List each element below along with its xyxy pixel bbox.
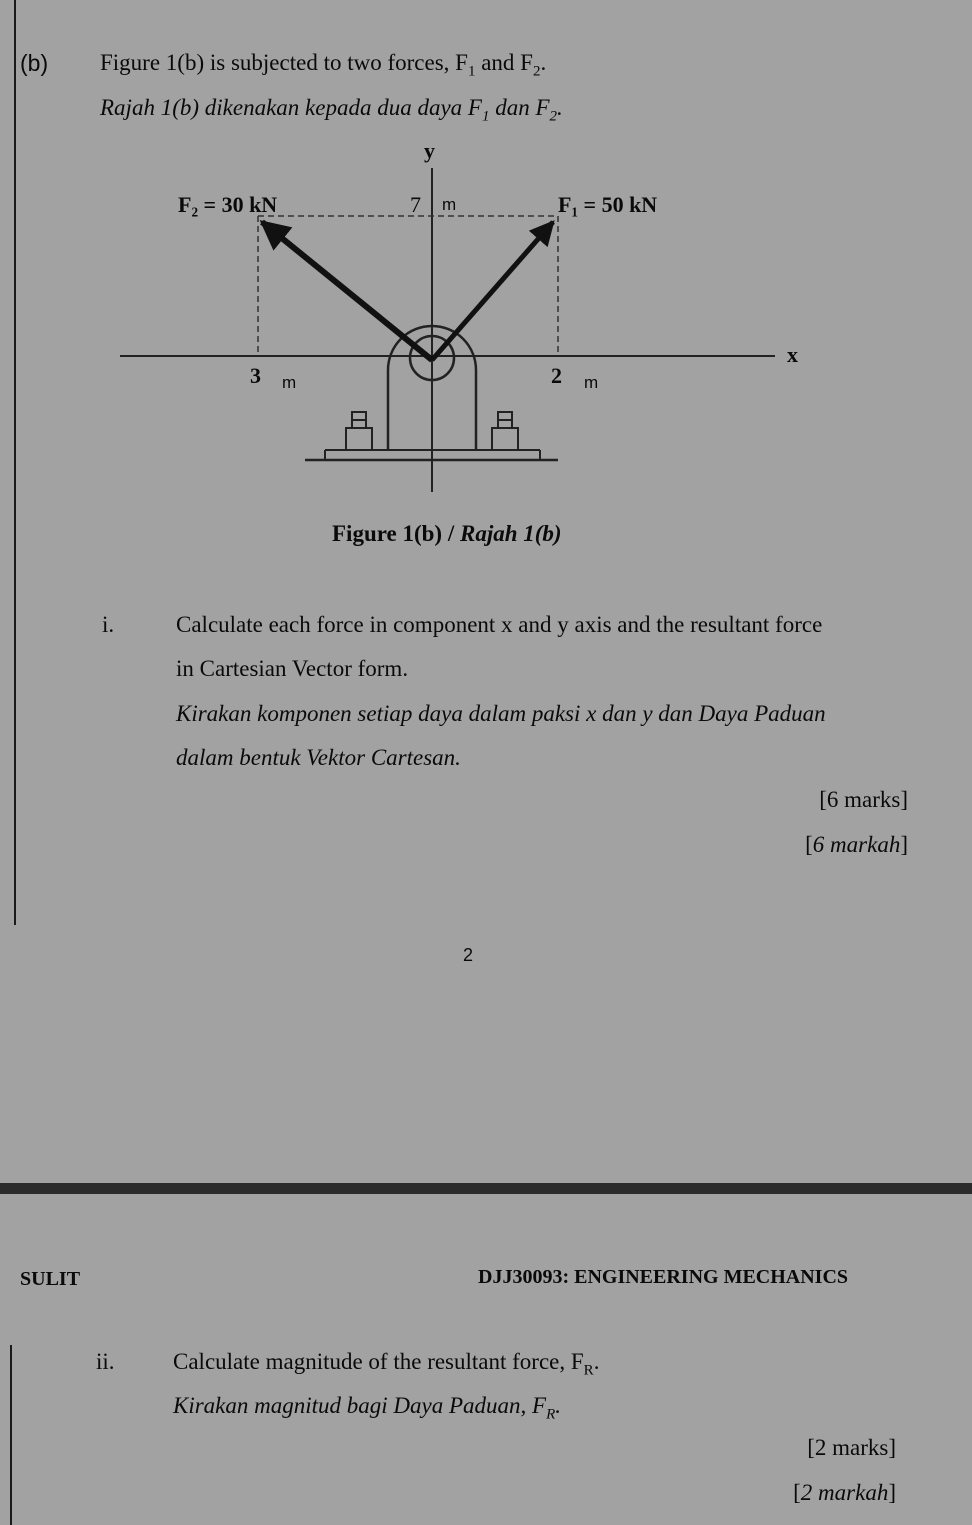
figure-caption: Figure 1(b) / Rajah 1(b)	[332, 521, 562, 546]
dimension-2: 2	[551, 363, 562, 388]
dimension-3: 3	[250, 363, 261, 388]
header-sulit: SULIT	[20, 1268, 81, 1290]
question-ii-marks: [2 marks]	[807, 1435, 896, 1460]
page-number: 2	[463, 945, 474, 965]
force-f2-label: F₂ = 30 kN	[178, 192, 278, 217]
left-margin-line-bottom	[10, 1345, 12, 1525]
question-i-marks: [6 marks]	[819, 787, 908, 812]
dimension-7-unit: m	[442, 195, 457, 214]
question-ii-markah: [2 markah]	[793, 1480, 896, 1505]
question-ii-number: ii.	[96, 1349, 115, 1374]
figure-1b	[0, 0, 972, 510]
header-course: DJJ30093: ENGINEERING MECHANICS	[478, 1266, 849, 1288]
question-ii-english: Calculate magnitude of the resultant force, $F_R$.	[173, 1349, 600, 1379]
question-i-malay-line1: Kirakan komponen setiap daya dalam paksi x dan y dan Daya Paduan	[176, 701, 826, 726]
y-axis-label: y	[424, 138, 435, 163]
right-bolt	[492, 412, 518, 450]
intro-english: Figure 1(b) is subjected to two forces, $F_1$ and $F_2$.	[100, 50, 547, 80]
question-i-markah: [6 markah]	[805, 832, 908, 857]
dimension-7: 7	[410, 192, 421, 217]
question-i-english-line2: in Cartesian Vector form.	[176, 656, 409, 681]
question-i-english-line1: Calculate each force in component x and y axis and the resultant force	[176, 612, 823, 637]
question-i-number: i.	[102, 612, 115, 637]
intro-malay: Rajah 1(b) dikenakan kepada dua daya $F_1$ dan $F_2$.	[100, 95, 563, 125]
page-divider	[0, 1183, 972, 1194]
force-f1-label: F₁ = 50 kN	[558, 192, 658, 217]
dimension-2-unit: m	[584, 373, 599, 392]
question-ii-malay: Kirakan magnitud bagi Daya Paduan, $F_R$.	[173, 1393, 562, 1423]
part-label: (b)	[20, 50, 49, 76]
force-f1-arrow	[432, 222, 553, 360]
x-axis-label: x	[787, 342, 798, 367]
left-bolt	[346, 412, 372, 450]
question-i-malay-line2: dalam bentuk Vektor Cartesan.	[176, 745, 461, 770]
force-f2-arrow	[262, 222, 432, 360]
dimension-3-unit: m	[282, 373, 297, 392]
